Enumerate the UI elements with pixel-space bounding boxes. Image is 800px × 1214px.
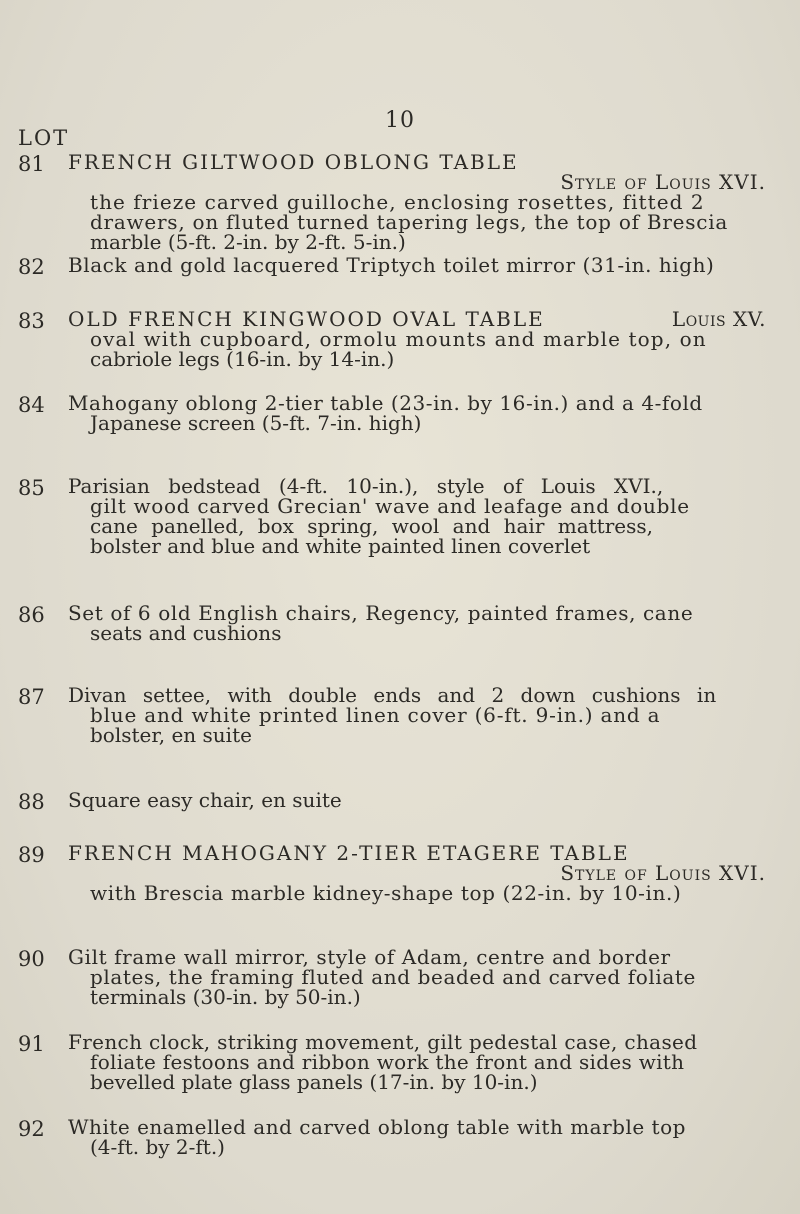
lot-description xyxy=(68,309,766,369)
lot-description xyxy=(68,152,766,252)
lot-number: 86 xyxy=(18,603,45,627)
lot-title: FRENCH MAHOGANY 2-TIER ETAGERE TABLE xyxy=(68,841,630,865)
lot-description xyxy=(68,603,766,643)
lot-number: 89 xyxy=(18,843,45,867)
lot-line: with Brescia marble kidney-shape top (22-in. by 10-in.) xyxy=(90,881,682,905)
lot-line: Japanese screen (5-ft. 7-in. high) xyxy=(90,411,422,435)
lot-line: cabriole legs (16-in. by 14-in.) xyxy=(90,347,395,371)
lot-description xyxy=(68,685,766,745)
lot-number: 90 xyxy=(18,947,45,971)
lot-line: Square easy chair, en suite xyxy=(68,788,342,812)
lot-line: Parisian bedstead (4-ft. 10-in.), style of Louis XVI., xyxy=(68,474,664,498)
lot-line: the frieze carved guilloche, enclosing rosettes, fitted 2 xyxy=(90,190,705,214)
lot-line: cane panelled, box spring, wool and hair mattress, xyxy=(90,514,653,538)
lot-number: 88 xyxy=(18,790,45,814)
lot-line: bolster, en suite xyxy=(90,723,252,747)
lot-line: bevelled plate glass panels (17-in. by 10-in.) xyxy=(90,1070,538,1094)
lot-description xyxy=(68,1117,766,1157)
lot-line: bolster and blue and white painted linen coverlet xyxy=(90,534,591,558)
lot-style: Style of Louis XVI. xyxy=(560,861,766,885)
lot-line: Mahogany oblong 2-tier table (23-in. by 16-in.) and a 4-fold xyxy=(68,391,703,415)
lot-number: 82 xyxy=(18,255,45,279)
lot-line: marble (5-ft. 2-in. by 2-ft. 5-in.) xyxy=(90,230,406,254)
lot-title: FRENCH GILTWOOD OBLONG TABLE xyxy=(68,150,519,174)
lot-line: terminals (30-in. by 50-in.) xyxy=(90,985,361,1009)
lot-number: 91 xyxy=(18,1032,45,1056)
lot-line: French clock, striking movement, gilt pedestal case, chased xyxy=(68,1030,698,1054)
lot-description xyxy=(68,843,766,903)
lot-number: 87 xyxy=(18,685,45,709)
lot-description xyxy=(68,393,766,433)
lot-number: 85 xyxy=(18,476,45,500)
lot-line: Divan settee, with double ends and 2 down cushions in xyxy=(68,683,717,707)
lot-line: gilt wood carved Grecian' wave and leafage and double xyxy=(90,494,690,518)
lot-style: Louis XV. xyxy=(671,307,766,331)
lot-description xyxy=(68,255,766,275)
lot-line: (4-ft. by 2-ft.) xyxy=(90,1135,225,1159)
lot-number: 81 xyxy=(18,152,45,176)
lot-number: 84 xyxy=(18,393,45,417)
lot-line: White enamelled and carved oblong table with marble top xyxy=(68,1115,686,1139)
lot-line: blue and white printed linen cover (6-ft. 9-in.) and a xyxy=(90,703,661,727)
lot-line: Set of 6 old English chairs, Regency, painted frames, cane xyxy=(68,601,694,625)
lot-description xyxy=(68,476,766,556)
lot-line: seats and cushions xyxy=(90,621,282,645)
lot-line: foliate festoons and ribbon work the front and sides with xyxy=(90,1050,685,1074)
page-number: 10 xyxy=(385,108,415,133)
lot-description xyxy=(68,947,766,1007)
lot-line: Black and gold lacquered Triptych toilet mirror (31-in. high) xyxy=(68,253,715,277)
lot-line: Gilt frame wall mirror, style of Adam, centre and border xyxy=(68,945,671,969)
lot-line: drawers, on fluted turned tapering legs, the top of Brescia xyxy=(90,210,729,234)
lot-description xyxy=(68,1032,766,1092)
lot-line: oval with cupboard, ormolu mounts and marble top, on xyxy=(90,327,707,351)
lot-number: 83 xyxy=(18,309,45,333)
lot-description xyxy=(68,790,766,810)
lot-title: OLD FRENCH KINGWOOD OVAL TABLE xyxy=(68,307,545,331)
lot-line: plates, the framing fluted and beaded and carved foliate xyxy=(90,965,696,989)
lot-column-header: LOT xyxy=(18,126,70,150)
lot-style: Style of Louis XVI. xyxy=(560,170,766,194)
lot-number: 92 xyxy=(18,1117,45,1141)
